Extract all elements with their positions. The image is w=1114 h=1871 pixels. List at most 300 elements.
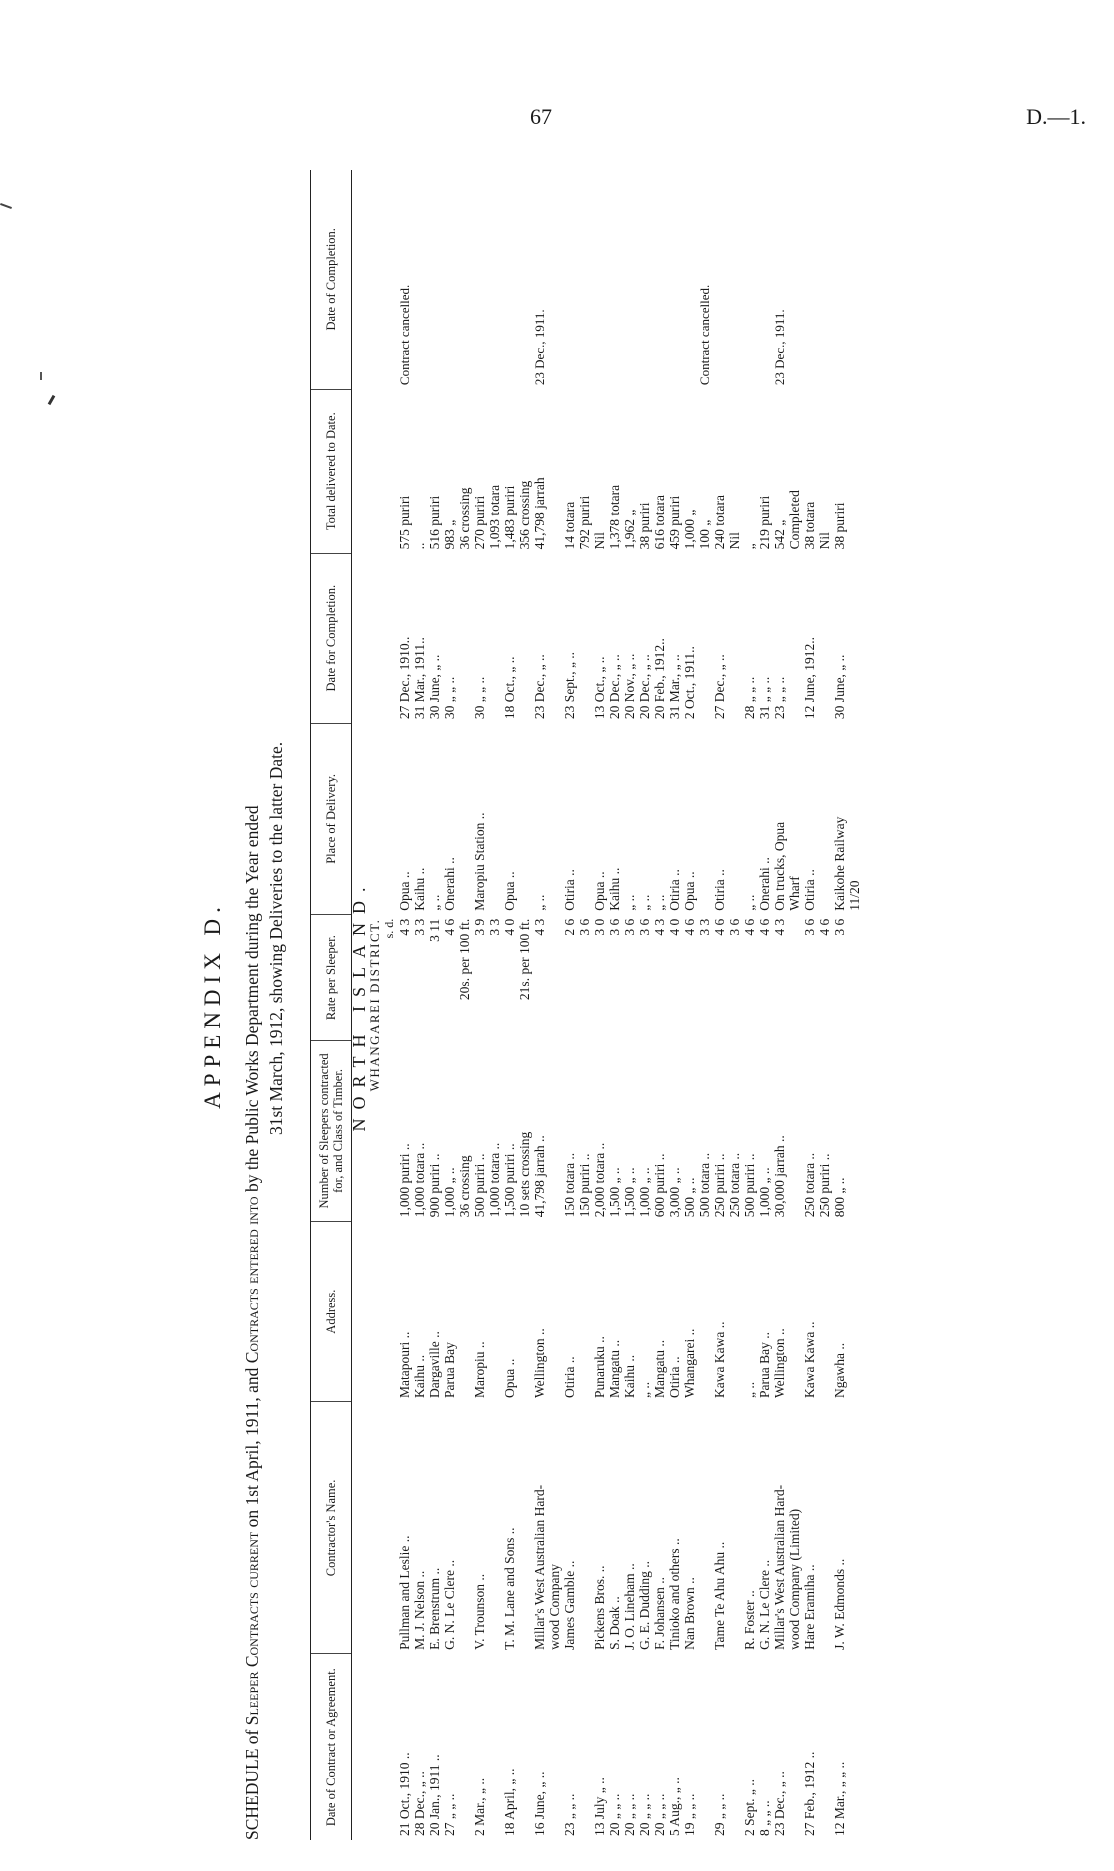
cell-total: Nil [592, 532, 607, 550]
cell-total: 41,798 jarrah [532, 477, 547, 550]
cell-due: 31 Mar., „ .. [667, 654, 682, 720]
cell-address [847, 1221, 862, 1402]
cell-date: 23 Dec., „ .. [772, 1771, 787, 1836]
cell-contractor: wood Company (Limited) [787, 1508, 802, 1650]
cell-completed [502, 170, 517, 389]
cell-completed [622, 170, 637, 389]
cell-date: 20 „ „ .. [652, 1793, 667, 1836]
cell-place [487, 723, 502, 915]
cell-date: 27 Feb., 1912 .. [802, 1751, 817, 1836]
title-line-2: 31st March, 1912, showing Deliveries to the latter Date. [266, 741, 286, 1135]
cell-sleepers: 500 „ .. [682, 1177, 697, 1218]
cell-place: Opua .. [502, 871, 517, 911]
cell-place: Wharf [787, 876, 802, 911]
cell-due: 13 Oct., „ .. [592, 656, 607, 720]
cell-place: Opua .. [682, 871, 697, 911]
cell-total: 792 puriri [577, 495, 592, 550]
cell-rate [787, 915, 802, 1041]
cell-rate: 4 6 [712, 918, 727, 936]
table-row [817, 170, 832, 1840]
cell-address: Mangatu .. [652, 1339, 667, 1398]
cell-address [787, 1221, 802, 1402]
cell-sleepers: 3,000 „ .. [667, 1167, 682, 1218]
table-row [727, 170, 742, 1840]
cell-contractor: R. Foster .. [742, 1590, 757, 1650]
cell-due: 30 June, „ .. [427, 654, 442, 720]
cell-address [457, 1221, 472, 1402]
cell-contractor: J. O. Lineham .. [622, 1563, 637, 1650]
cell-due: 28 „ „ .. [742, 676, 757, 720]
cell-completed [712, 170, 727, 389]
cell-date: 12 Mar., „ „ .. [832, 1761, 847, 1836]
cell-due: 2 Oct., 1911.. [682, 646, 697, 720]
cell-place: Kaikohe Railway [832, 816, 847, 911]
cell-total: 270 puriri [472, 495, 487, 550]
cell-total: Nil [817, 532, 832, 550]
table-row [592, 170, 607, 1840]
table-row [712, 170, 727, 1840]
table-row [622, 170, 637, 1840]
cell-date: 18 April, „ .. [502, 1768, 517, 1836]
cell-address: Ngawha .. [832, 1342, 847, 1398]
col-header-date: Date of Contract or Agreement. [311, 1654, 352, 1840]
cell-sleepers: 10 sets crossing [517, 1131, 532, 1218]
cell-address [817, 1221, 832, 1402]
cell-place [577, 723, 592, 915]
cell-contractor: G. N. Le Clere .. [442, 1559, 457, 1650]
cell-date [517, 1654, 532, 1840]
cell-sleepers: 250 totara .. [727, 1152, 742, 1218]
table-row [772, 170, 787, 1840]
cell-completed [412, 170, 427, 389]
cell-date [457, 1654, 472, 1840]
cell-rate: 21s. per 100 ft. [517, 918, 532, 1001]
cell-rate: 3 3 [487, 918, 502, 936]
cell-address: „ .. [742, 1381, 757, 1398]
cell-date: 23 „ „ .. [562, 1793, 577, 1836]
cell-total: 356 crossing [517, 480, 532, 550]
title-part: Sleeper Contracts current [242, 1531, 262, 1726]
cell-sleepers: 2,000 totara .. [592, 1142, 607, 1218]
cell-place: Otiria .. [667, 869, 682, 911]
cell-total: 36 crossing [457, 487, 472, 550]
cell-rate: 3 6 [802, 918, 817, 936]
cell-address: Kawa Kawa .. [712, 1321, 727, 1398]
cell-contractor: Tame Te Ahu Ahu .. [712, 1541, 727, 1650]
cell-completed [817, 170, 832, 389]
cell-due [547, 553, 562, 723]
cell-address [727, 1221, 742, 1402]
cell-sleepers: 1,000 totara .. [412, 1142, 427, 1218]
cell-rate: 3 3 [412, 918, 427, 936]
cell-total [547, 389, 562, 553]
cell-sleepers: 500 puriri .. [742, 1153, 757, 1218]
cell-sleepers [847, 1041, 862, 1222]
cell-sleepers: 1,500 „ .. [607, 1167, 622, 1218]
cell-total: 1,483 puriri [502, 485, 517, 550]
cell-date: 29 „ „ .. [712, 1793, 727, 1836]
cell-rate: 3 6 [832, 918, 847, 936]
island-heading: NORTH ISLAND. [349, 878, 369, 1132]
cell-due [517, 553, 532, 723]
cell-place: Kaihu .. [412, 867, 427, 911]
cell-due: 20 Feb., 1912.. [652, 638, 667, 720]
cell-sleepers: 1,000 „ .. [442, 1167, 457, 1218]
cell-sleepers: 250 puriri .. [817, 1153, 832, 1218]
cell-rate: 3 0 [592, 918, 607, 936]
cell-completed [802, 170, 817, 389]
table-row [757, 170, 772, 1840]
table-row [457, 170, 472, 1840]
cell-date [547, 1654, 562, 1840]
cell-rate: 4 6 [757, 918, 772, 936]
cell-place: 11/20 [847, 880, 862, 911]
cell-total: 1,962 „ [622, 509, 637, 550]
col-header-contractor: Contractor's Name. [311, 1402, 352, 1654]
table-row [487, 170, 502, 1840]
cell-total: 616 totara [652, 494, 667, 550]
cell-contractor: V. Trounson .. [472, 1573, 487, 1650]
table-row [427, 170, 442, 1840]
cell-address: Opua .. [502, 1358, 517, 1398]
cell-date [847, 1654, 862, 1840]
cell-contractor [457, 1402, 472, 1654]
cell-sleepers: 36 crossing [457, 1155, 472, 1218]
cell-place: Opua .. [592, 871, 607, 911]
cell-rate: 3 6 [637, 918, 652, 936]
cell-place [457, 723, 472, 915]
rotated-table-region [200, 160, 1100, 1850]
cell-rate: 3 6 [577, 918, 592, 936]
landscape-content [200, 160, 1100, 1850]
col-header-due: Date for Completion. [311, 553, 352, 723]
table-row [502, 170, 517, 1840]
cell-contractor [817, 1402, 832, 1654]
table-row [682, 170, 697, 1840]
cell-due: 30 June, „ .. [832, 654, 847, 720]
cell-rate: 3 6 [727, 918, 742, 936]
table-row [412, 170, 427, 1840]
cell-completed [727, 170, 742, 389]
cell-sleepers [787, 1041, 802, 1222]
cell-total: 100 „ [697, 519, 712, 550]
table-row [607, 170, 622, 1840]
cell-total: .. [412, 542, 427, 550]
schedule-title [240, 180, 288, 1840]
cell-place: „ .. [427, 894, 442, 911]
cell-address: „ .. [637, 1381, 652, 1398]
cell-place: Otiria .. [802, 869, 817, 911]
table-row [652, 170, 667, 1840]
header-row [311, 170, 352, 1840]
cell-sleepers [547, 1041, 562, 1222]
cell-place: „ .. [652, 894, 667, 911]
col-header-address: Address. [311, 1221, 352, 1402]
cell-due: 12 June, 1912.. [802, 636, 817, 720]
cell-address [577, 1221, 592, 1402]
cell-place: On trucks, Opua [772, 821, 787, 911]
cell-due [487, 553, 502, 723]
cell-completed [487, 170, 502, 389]
cell-due [577, 553, 592, 723]
rate-units: s. d. [382, 918, 396, 939]
cell-address: Matapouri .. [397, 1331, 412, 1398]
cell-address: Parua Bay [442, 1342, 457, 1398]
table-row [562, 170, 577, 1840]
table-row [667, 170, 682, 1840]
cell-place: Onerahi .. [757, 857, 772, 911]
cell-contractor: F. Johansen .. [652, 1577, 667, 1650]
cell-place: Opua .. [397, 871, 412, 911]
cell-total: 516 puriri [427, 495, 442, 550]
cell-rate: 4 3 [532, 918, 547, 936]
cell-address: Whangarei .. [682, 1328, 697, 1398]
cell-rate: 4 0 [502, 918, 517, 936]
cell-due: 27 Dec., 1910.. [397, 636, 412, 720]
cell-contractor [517, 1402, 532, 1654]
cell-due: 23 „ „ .. [772, 676, 787, 720]
cell-completed: Contract cancelled. [397, 284, 412, 386]
cell-contractor [847, 1402, 862, 1654]
cell-total: 575 puriri [397, 495, 412, 550]
cell-completed [427, 170, 442, 389]
cell-due: 20 Dec., „ .. [607, 654, 622, 720]
cell-completed [847, 170, 862, 389]
cell-due [697, 553, 712, 723]
region-heading-row [352, 170, 383, 1840]
title-part: on 1st April, 1911, and [242, 1363, 262, 1532]
cell-sleepers: 150 totara .. [562, 1152, 577, 1218]
table-row [442, 170, 457, 1840]
cell-rate: 4 6 [742, 918, 757, 936]
district-heading: WHANGAREI DISTRICT. [367, 918, 382, 1092]
scan-mark [0, 203, 12, 209]
cell-rate: 4 3 [772, 918, 787, 936]
cell-due [727, 553, 742, 723]
cell-place: „ .. [637, 894, 652, 911]
cell-sleepers: 800 „ .. [832, 1177, 847, 1218]
cell-contractor [697, 1402, 712, 1654]
cell-place: Otiria .. [562, 869, 577, 911]
cell-date: 13 July „ .. [592, 1777, 607, 1836]
cell-address: Kawa Kawa .. [802, 1321, 817, 1398]
cell-completed [562, 170, 577, 389]
cell-place: Kaihu .. [607, 867, 622, 911]
cell-rate: 3 6 [607, 918, 622, 936]
cell-sleepers: 1,000 „ .. [637, 1167, 652, 1218]
cell-completed [442, 170, 457, 389]
cell-contractor: Tiniokо and others .. [667, 1538, 682, 1650]
cell-completed [742, 170, 757, 389]
cell-rate: 3 9 [472, 918, 487, 936]
cell-sleepers: 41,798 jarrah .. [532, 1135, 547, 1218]
cell-date [727, 1654, 742, 1840]
cell-due [787, 553, 802, 723]
rate-units-row [382, 170, 397, 1840]
cell-date: 20 „ „ .. [637, 1793, 652, 1836]
cell-date: 16 June, „ .. [532, 1771, 547, 1836]
cell-contractor: Pickens Bros. .. [592, 1565, 607, 1650]
cell-completed: 23 Dec., 1911. [532, 309, 547, 386]
cell-completed [547, 170, 562, 389]
cell-due: 23 Dec., „ .. [532, 654, 547, 720]
cell-date: 20 „ „ .. [622, 1793, 637, 1836]
cell-address: Mangatu .. [607, 1339, 622, 1398]
cell-total: 38 puriri [832, 502, 847, 550]
cell-completed [682, 170, 697, 389]
cell-sleepers: 600 puriri .. [652, 1153, 667, 1218]
scan-mark [40, 372, 42, 380]
cell-contractor: Millar's West Australian Hard- [772, 1484, 787, 1650]
cell-place: „ .. [532, 894, 547, 911]
table-row [472, 170, 487, 1840]
cell-address: Wellington .. [532, 1328, 547, 1398]
cell-contractor: Millar's West Australian Hard- [532, 1484, 547, 1650]
cell-place [547, 723, 562, 915]
cell-total: 459 puriri [667, 495, 682, 550]
cell-completed [787, 170, 802, 389]
cell-rate: 3 11 [427, 918, 442, 942]
cell-completed: 23 Dec., 1911. [772, 309, 787, 386]
cell-sleepers: 250 totara .. [802, 1152, 817, 1218]
col-header-place: Place of Delivery. [311, 723, 352, 915]
cell-contractor: Nan Brown .. [682, 1577, 697, 1650]
cell-sleepers: 1,000 puriri .. [397, 1143, 412, 1218]
table-row [547, 170, 562, 1840]
col-header-sleepers: Number of Sleepers contracted for, and Class of Timber. [311, 1041, 352, 1222]
cell-total: 38 totara [802, 501, 817, 550]
table-row [847, 170, 862, 1840]
cell-address [517, 1221, 532, 1402]
cell-rate: 4 6 [442, 918, 457, 936]
cell-total: 542 „ [772, 519, 787, 550]
cell-completed [667, 170, 682, 389]
cell-completed [757, 170, 772, 389]
cell-rate: 3 3 [697, 918, 712, 936]
cell-address [487, 1221, 502, 1402]
cell-date: 2 Sept. „ .. [742, 1779, 757, 1836]
cell-total [847, 389, 862, 553]
table-row [517, 170, 532, 1840]
cell-rate: 4 3 [652, 918, 667, 936]
cell-address: Punaruku .. [592, 1336, 607, 1398]
cell-due: 30 „ „ .. [472, 676, 487, 720]
cell-rate: 4 6 [817, 918, 832, 936]
cell-rate [547, 915, 562, 1041]
cell-contractor: G. E. Dudding .. [637, 1560, 652, 1650]
table-row [802, 170, 817, 1840]
cell-sleepers: 900 puriri .. [427, 1153, 442, 1218]
cell-contractor: E. Brenstrum .. [427, 1567, 442, 1650]
cell-date [577, 1654, 592, 1840]
cell-date: 28 Dec., „ .. [412, 1771, 427, 1836]
cell-sleepers: 1,500 puriri .. [502, 1143, 517, 1218]
cell-sleepers: 500 puriri .. [472, 1153, 487, 1218]
cell-completed: Contract cancelled. [697, 284, 712, 386]
cell-date: 20 Jan., 1911 .. [427, 1754, 442, 1836]
title-part: Contracts entered into [242, 1196, 262, 1364]
cell-address: Maropiu .. [472, 1341, 487, 1398]
document-reference: D.—1. [1026, 104, 1086, 129]
cell-place: Onerahi .. [442, 857, 457, 911]
cell-total: 1,093 totara [487, 484, 502, 550]
cell-date: 8 „ „ .. [757, 1800, 772, 1836]
col-header-completed: Date of Completion. [311, 170, 352, 389]
cell-total: 240 totara [712, 494, 727, 550]
cell-contractor: Pullman and Leslie .. [397, 1535, 412, 1650]
cell-completed [577, 170, 592, 389]
cell-sleepers: 250 puriri .. [712, 1153, 727, 1218]
cell-address [697, 1221, 712, 1402]
table-row [832, 170, 847, 1840]
cell-completed [652, 170, 667, 389]
cell-date: 21 Oct., 1910 .. [397, 1752, 412, 1836]
table-row [397, 170, 412, 1840]
cell-completed [832, 170, 847, 389]
cell-due [457, 553, 472, 723]
title-part: by the Public Works Department during the Year ended [242, 805, 262, 1197]
cell-place: Maropiu Station .. [472, 812, 487, 911]
cell-date [487, 1654, 502, 1840]
cell-date [817, 1654, 832, 1840]
cell-sleepers: 30,000 jarrah .. [772, 1135, 787, 1218]
cell-address [547, 1221, 562, 1402]
cell-sleepers: 1,000 totara .. [487, 1142, 502, 1218]
table-row [742, 170, 757, 1840]
cell-address: Dargaville .. [427, 1331, 442, 1398]
cell-rate: 3 6 [622, 918, 637, 936]
cell-contractor: S. Doak .. [607, 1596, 622, 1650]
cell-due [847, 553, 862, 723]
cell-place: „ .. [622, 894, 637, 911]
cell-total: 1,000 „ [682, 509, 697, 550]
cell-completed [637, 170, 652, 389]
cell-completed [517, 170, 532, 389]
cell-sleepers: 1,500 „ .. [622, 1167, 637, 1218]
cell-date [697, 1654, 712, 1840]
cell-total: 983 „ [442, 519, 457, 550]
cell-due: 31 „ „ .. [757, 676, 772, 720]
cell-contractor [577, 1402, 592, 1654]
cell-due: 23 Sept., „ .. [562, 651, 577, 720]
cell-date: 27 „ „ .. [442, 1793, 457, 1836]
cell-address: Kaihu .. [412, 1354, 427, 1398]
cell-contractor: G. N. Le Clere .. [757, 1559, 772, 1650]
cell-completed [457, 170, 472, 389]
col-header-total: Total delivered to Date. [311, 389, 352, 553]
table-row [577, 170, 592, 1840]
cell-sleepers: 1,000 „ .. [757, 1167, 772, 1218]
appendix-heading: APPENDIX D. [200, 901, 225, 1109]
cell-contractor: M. J. Nelson .. [412, 1570, 427, 1650]
cell-rate: 4 0 [667, 918, 682, 936]
cell-rate: 20s. per 100 ft. [457, 918, 472, 1001]
cell-contractor [487, 1402, 502, 1654]
cell-date: 5 Aug., „ .. [667, 1777, 682, 1836]
cell-contractor: Hare Eramiha .. [802, 1564, 817, 1650]
cell-completed [592, 170, 607, 389]
cell-contractor: James Gamble .. [562, 1560, 577, 1650]
cell-due: 20 Nov., „ .. [622, 653, 637, 720]
table-row [637, 170, 652, 1840]
cell-contractor: J. W. Edmonds .. [832, 1558, 847, 1650]
cell-contractor: wood Company [547, 1563, 562, 1650]
cell-due: 20 Dec., „ .. [637, 654, 652, 720]
cell-total: 219 puriri [757, 495, 772, 550]
cell-address: Otiria .. [562, 1356, 577, 1398]
cell-place [817, 723, 832, 915]
table-row [697, 170, 712, 1840]
